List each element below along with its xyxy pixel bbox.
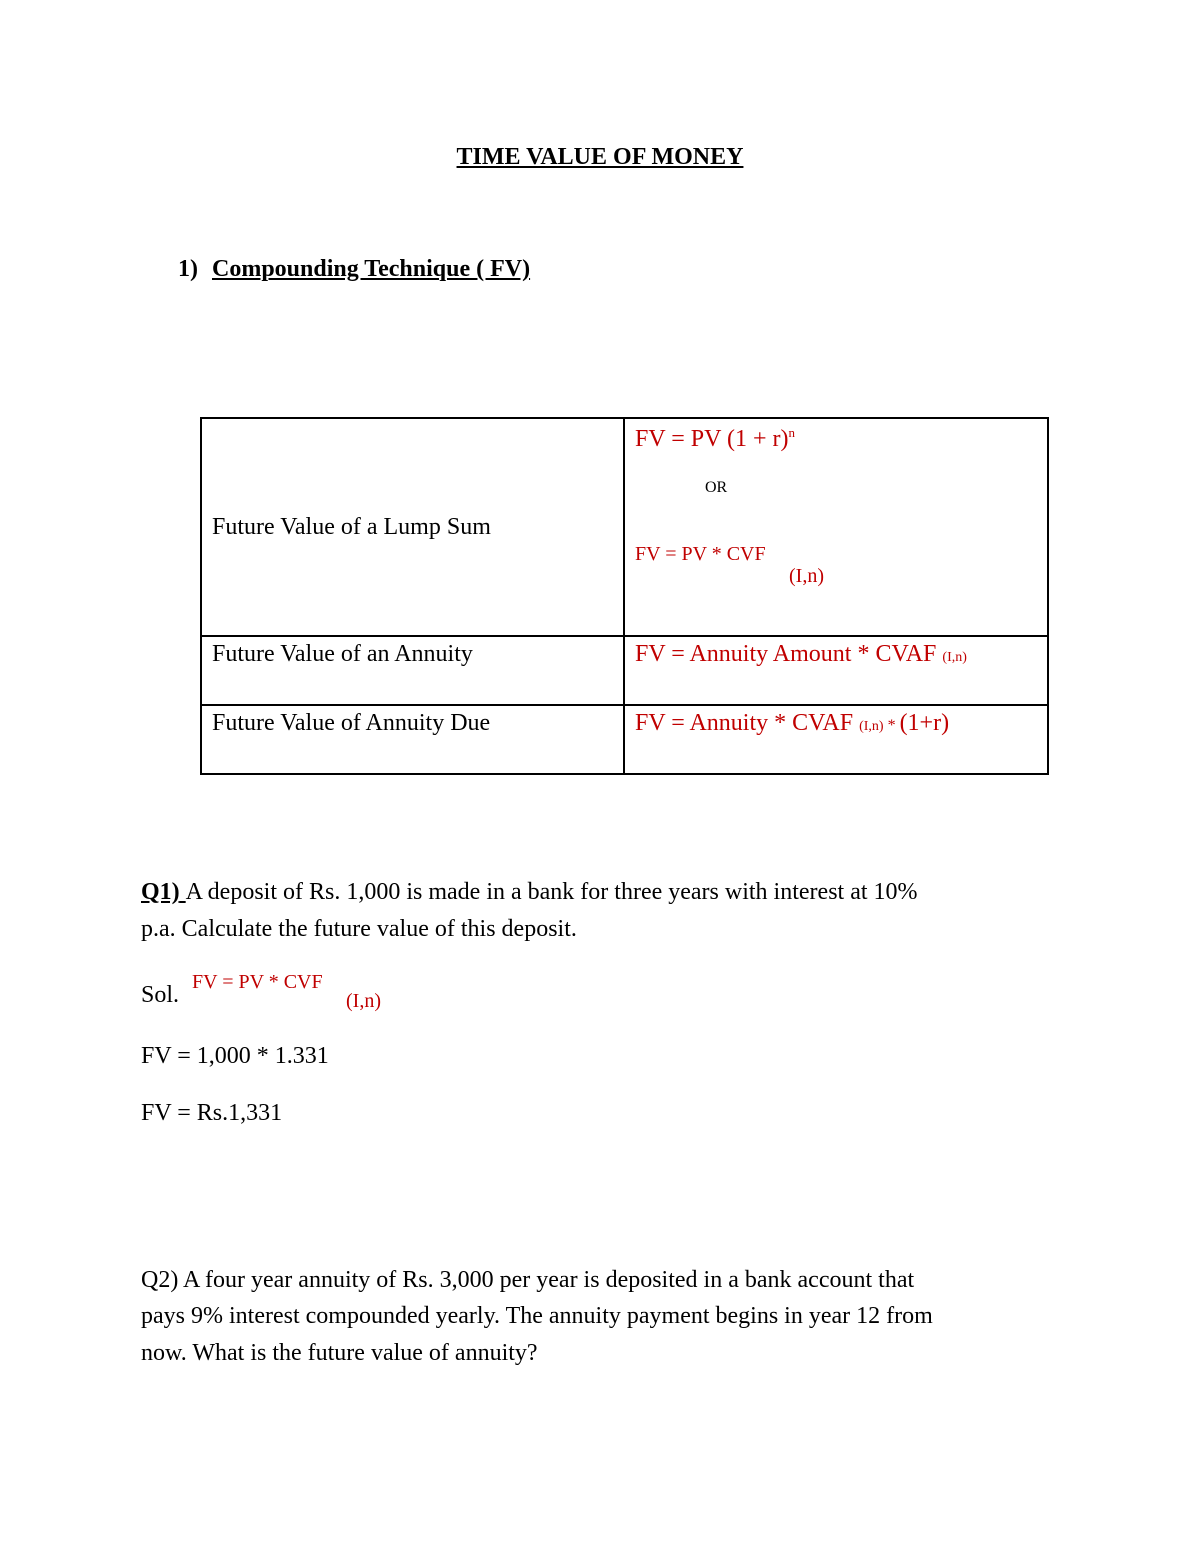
q1-line1: Q1) A deposit of Rs. 1,000 is made in a bank for three years with interest at 10% <box>141 879 918 905</box>
sol-step1: FV = 1,000 * 1.331 <box>141 1043 329 1069</box>
formula-annuity-due-tail: (1+r) <box>899 710 950 736</box>
q2-line3: now. What is the future value of annuity? <box>141 1340 538 1366</box>
formula-cell <box>624 636 1048 705</box>
formula-annuity-due-operator: * <box>883 717 900 734</box>
table-row <box>201 705 1048 774</box>
row-label-cell <box>201 418 624 636</box>
formula-main-exponent: n <box>788 425 796 440</box>
row-label: Future Value of a Lump Sum <box>212 513 491 540</box>
sol-formula: FV = PV * CVF <box>192 971 323 993</box>
sol-formula-subscript: (I,n) <box>346 990 381 1012</box>
formula-main: FV = PV $(1 + r)^n$ <box>635 425 796 452</box>
q2-line2: pays 9% interest compounded yearly. The annuity payment begins in year 12 from <box>141 1303 933 1329</box>
formula-annuity-due: FV = Annuity * CVAF <box>635 710 854 736</box>
table-row <box>201 418 1048 636</box>
table-row <box>201 636 1048 705</box>
section-title: Compounding Technique ( FV) <box>212 256 531 282</box>
formula-annuity-due-subscript: (I,n) <box>859 719 884 734</box>
formula-cell <box>624 705 1048 774</box>
formula-annuity: FV = Annuity Amount * CVAF <box>635 641 937 667</box>
page-title: TIME VALUE OF MONEY <box>456 144 744 170</box>
sol-label: Sol. <box>141 982 180 1008</box>
q1-label: Q1) <box>141 879 180 905</box>
row-label-cell <box>201 705 624 774</box>
section-number: 1) <box>178 256 198 282</box>
formula-alt: FV = PV * CVF <box>635 543 766 565</box>
formula-annuity-subscript: (I,n) <box>942 650 967 665</box>
row-label-cell <box>201 636 624 705</box>
formula-cell <box>624 418 1048 636</box>
q2-line1: Q2) A four year annuity of Rs. 3,000 per year is deposited in a bank account that <box>141 1267 915 1293</box>
formula-table <box>200 417 1049 775</box>
or-text: OR <box>705 479 728 496</box>
row-label: Future Value of an Annuity <box>212 641 473 667</box>
formula-alt-subscript: (I,n) <box>789 565 824 587</box>
sol-step2: FV = Rs.1,331 <box>141 1100 283 1126</box>
row-label: Future Value of Annuity Due <box>212 710 491 736</box>
q1-line2: p.a. Calculate the future value of this deposit. <box>141 916 577 942</box>
